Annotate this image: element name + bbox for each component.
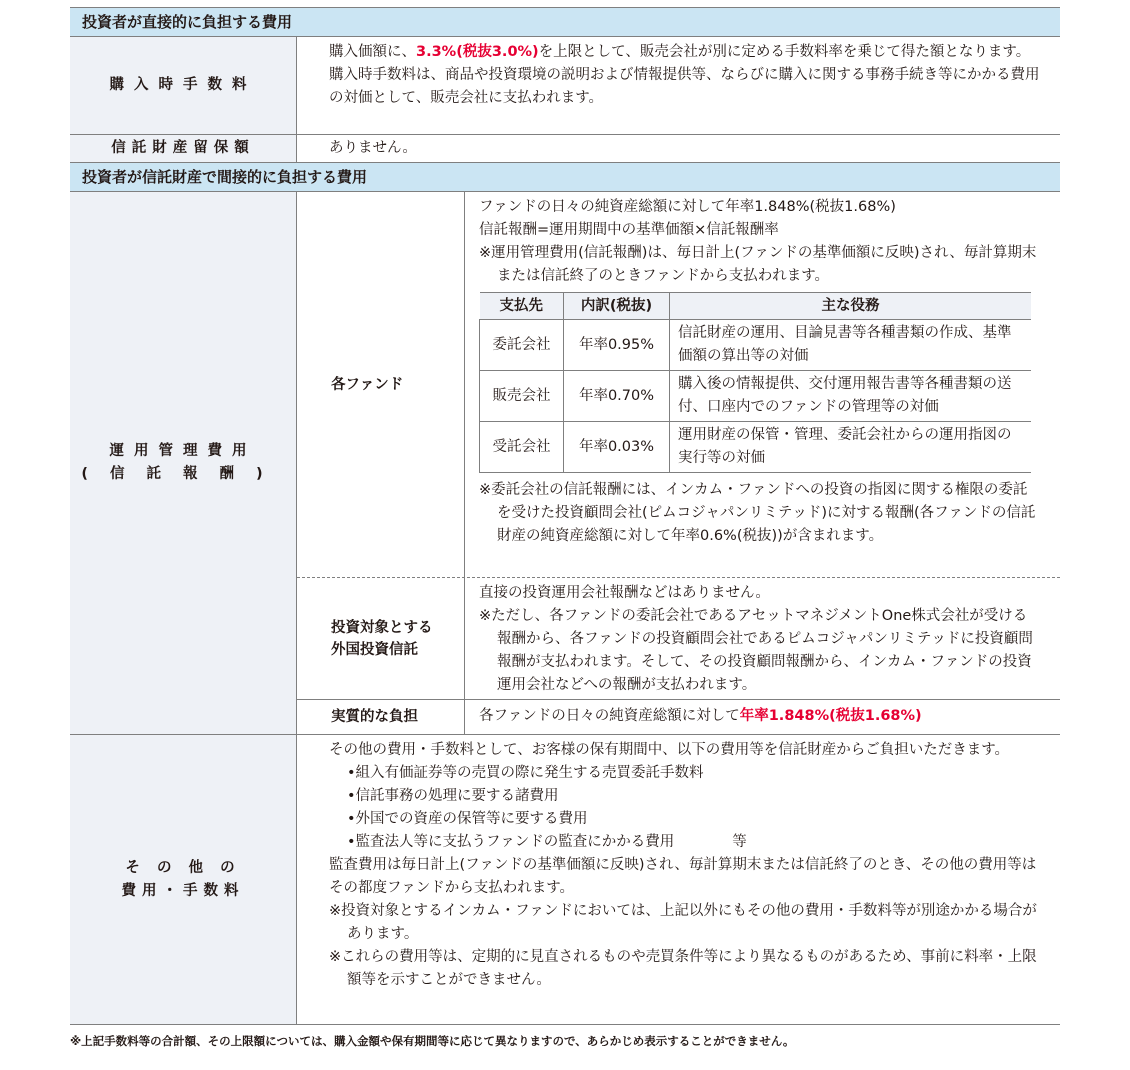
- payee-cell: 委託会社: [480, 320, 564, 371]
- list-item: •信託事務の処理に要する諸費用: [347, 788, 559, 804]
- management-fee-row: [70, 191, 1060, 734]
- effective-burden-rate: 年率1.848%(税抜1.68%): [739, 708, 922, 724]
- other-fees-intro: その他の費用・手数料として、お客様の保有期間中、以下の費用等を信託財産からご負担いただきます。: [329, 742, 1010, 758]
- list-item: •監査法人等に支払うファンドの監査にかかる費用 等: [347, 834, 747, 850]
- other-fees-row: [70, 734, 1060, 1024]
- service-cell: 信託財産の運用、目論見書等各種書類の作成、基準価額の算出等の対価: [670, 320, 1032, 371]
- table-row: [480, 422, 1032, 473]
- rate-cell: 年率0.03%: [564, 422, 670, 473]
- each-fund-row: [297, 192, 1060, 577]
- management-fee-label: 運用管理費用 (信託報酬): [70, 192, 296, 734]
- each-fund-content: [464, 192, 1060, 577]
- table-row: [480, 320, 1032, 371]
- other-fees-para2: 監査費用は毎日計上(ファンドの基準価額に反映)され、毎計算期末または信託終了のとき、その他の費用等はその都度ファンドから支払われます。: [329, 857, 1037, 896]
- foreign-trust-label: 投資対象とする 外国投資信託: [331, 619, 433, 658]
- payee-cell: 販売会社: [480, 371, 564, 422]
- footnote: ※上記手数料等の合計額、その上限額については、購入金額や保有期間等に応じて異なりますので、あらかじめ表示することができません。: [70, 1034, 795, 1048]
- rate-cell: 年率0.95%: [564, 320, 670, 371]
- list-item: •組入有価証券等の売買の際に発生する売買委託手数料: [347, 765, 704, 781]
- section-header-indirect-fees: 投資者が信託財産で間接的に負担する費用: [70, 162, 1060, 191]
- purchase-fee-content: [296, 37, 1060, 134]
- header-service: 主な役務: [670, 293, 1032, 320]
- other-fees-bullets: [329, 762, 1050, 854]
- effective-burden-label: 実質的な負担: [331, 709, 418, 725]
- section-header-direct-fees: 投資者が直接的に負担する費用: [70, 7, 1060, 36]
- table-row: [480, 371, 1032, 422]
- retention-label: 信託財産留保額: [70, 135, 296, 162]
- management-fee-subrows: [296, 192, 1060, 734]
- each-fund-formula: 信託報酬=運用期間中の基準価額×信託報酬率: [479, 222, 779, 238]
- header-payee: 支払先: [480, 293, 564, 320]
- purchase-fee-row: [70, 36, 1060, 134]
- each-fund-rate: ファンドの日々の純資産総額に対して年率1.848%(税抜1.68%): [479, 199, 896, 215]
- other-fees-label: そ の 他 の 費用・手数料: [70, 735, 296, 1024]
- other-fees-note1: ※投資対象とするインカム・ファンドにおいては、上記以外にもその他の費用・手数料等が別途かかる場合があります。: [329, 903, 1037, 942]
- foreign-trust-line1: 直接の投資運用会社報酬などはありません。: [479, 585, 770, 601]
- other-fees-content: [296, 735, 1060, 1024]
- effective-burden-content: 各ファンドの日々の純資産総額に対して年率1.848%(税抜1.68%): [464, 700, 1060, 734]
- fee-table: [70, 7, 1060, 1025]
- each-fund-note2: ※委託会社の信託報酬には、インカム・ファンドへの投資の指図に関する権限の委託を受けた投資顧問会社(ピムコジャパンリミテッド)に対する報酬(各ファンドの信託財産の純資産総額に対して年率0.6%(税抜))が含まれます。: [479, 482, 1036, 544]
- fee-breakdown-header: [480, 293, 1032, 320]
- service-cell: 購入後の情報提供、交付運用報告書等各種書類の送付、口座内でのファンドの管理等の対価: [670, 371, 1032, 422]
- foreign-trust-row: [297, 577, 1060, 699]
- purchase-fee-line2: 購入時手数料は、商品や投資環境の説明および情報提供等、ならびに購入に関する事務手続き等にかかる費用の対価として、販売会社に支払われます。: [329, 67, 1040, 106]
- foreign-trust-content: [464, 578, 1060, 699]
- each-fund-label: 各ファンド: [331, 376, 404, 393]
- rate-cell: 年率0.70%: [564, 371, 670, 422]
- other-fees-note2: ※これらの費用等は、定期的に見直されるものや売買条件等により異なるものがあるため、事前に料率・上限額等を示すことができません。: [329, 949, 1037, 988]
- retention-value: ありません。: [296, 135, 1060, 162]
- payee-cell: 受託会社: [480, 422, 564, 473]
- each-fund-note1: ※運用管理費用(信託報酬)は、毎日計上(ファンドの基準価額に反映)され、毎計算期末または信託終了のときファンドから支払われます。: [479, 245, 1037, 284]
- service-cell: 運用財産の保管・管理、委託会社からの運用指図の実行等の対価: [670, 422, 1032, 473]
- fee-breakdown-table: [479, 292, 1031, 473]
- purchase-fee-line1: 購入価額に、3.3%(税抜3.0%)を上限として、販売会社が別に定める手数料率を乗じて得た額となります。: [329, 44, 1031, 60]
- table-bottom-rule: [70, 1024, 1060, 1025]
- purchase-fee-label: 購入時手数料: [70, 37, 296, 134]
- effective-burden-row: [297, 699, 1060, 734]
- list-item: •外国での資産の保管等に要する費用: [347, 811, 588, 827]
- retention-row: [70, 134, 1060, 162]
- foreign-trust-note: ※ただし、各ファンドの委託会社であるアセットマネジメントOne株式会社が受ける報酬から、各ファンドの投資顧問会社であるピムコジャパンリミテッドに投資顧問報酬が支払われます。そして、その投資顧問報酬から、インカム・ファンドの投資運用会社などへの報酬が支払われます。: [479, 608, 1033, 693]
- header-rate: 内訳(税抜): [564, 293, 670, 320]
- purchase-fee-max-rate: 3.3%(税抜3.0%): [416, 44, 539, 60]
